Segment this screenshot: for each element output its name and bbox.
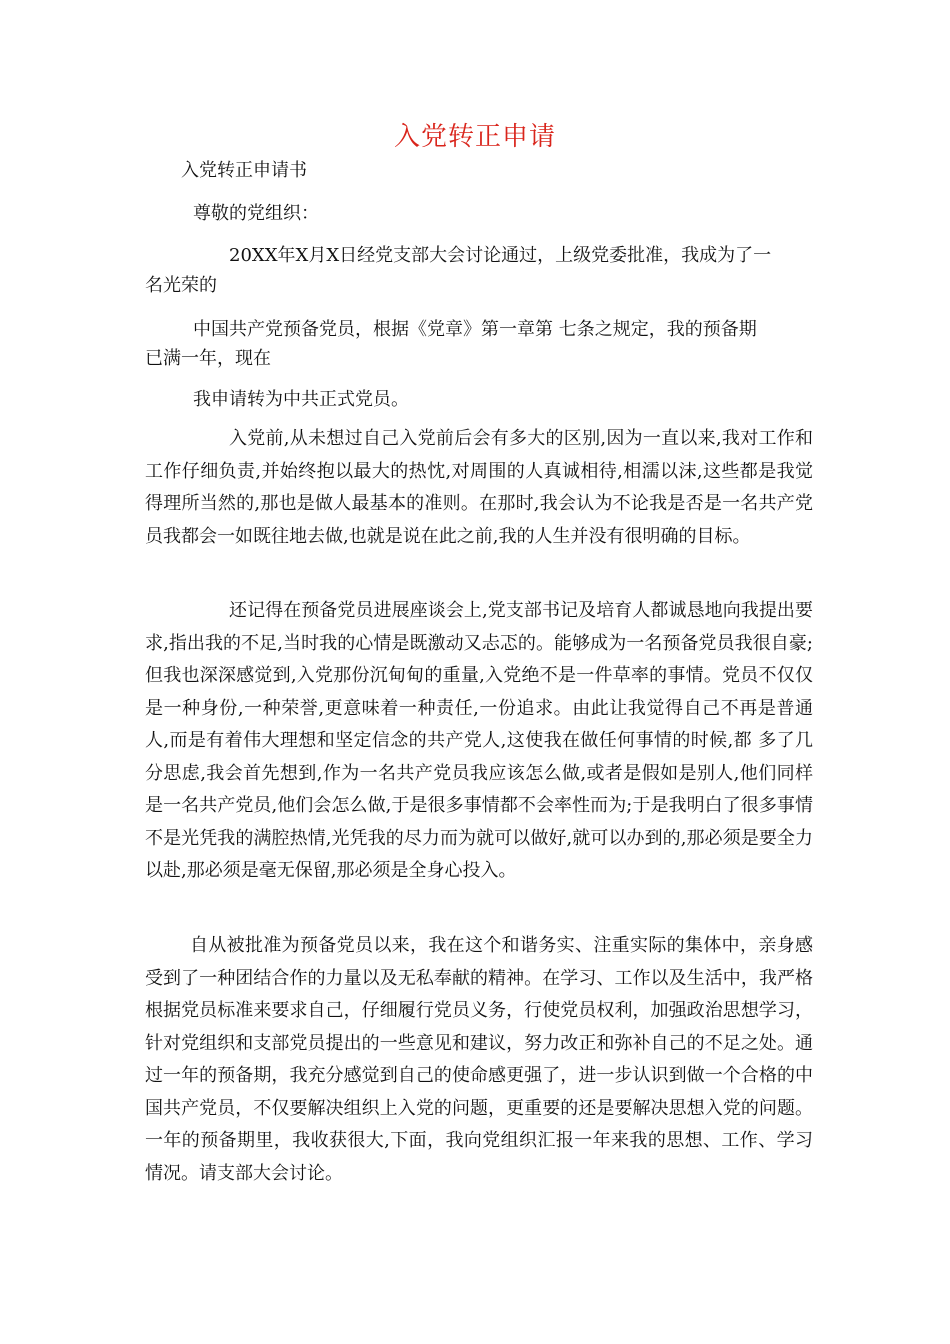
paragraph-2-line-2: 已满一年，现在	[145, 348, 271, 369]
paragraph-4: 入党前,从未想过自己入党前后会有多大的区别,因为一直以来,我对工作和工作仔细负责,并始终抱以最大的热忱,对周围的人真诚相待,相濡以沫,这些都是我觉得理所当然的,那也是做人最基本的准则。在那时,我会认为不论我是否是一名共产党员我都会一如既往地去做,也就是说在此之前,我的人生并没有很明确的目标。	[145, 428, 813, 547]
paragraph-1-line-1: 20XX年X月X日经党支部大会讨论通过，上级党委批准，我成为了一	[229, 245, 772, 266]
paragraph-3: 我申请转为中共正式党员。	[193, 389, 409, 410]
document-title: 入党转正申请	[393, 122, 556, 152]
subtitle: 入党转正申请书	[181, 160, 307, 181]
paragraph-2-line-1: 中国共产党预备党员，根据《党章》第一章第 七条之规定，我的预备期	[193, 319, 757, 340]
paragraph-6: 自从被批准为预备党员以来，我在这个和谐务实、注重实际的集体中，亲身感受到了一种团结合作的力量以及无私奉献的精神。在学习、工作以及生活中，我严格根据党员标准来要求自己，仔细履行党员义务，行使党员权利，加强政治思想学习，针对党组织和支部党员提出的一些意见和建议，努力改正和弥补自己的不足之处。通过一年的预备期，我充分感觉到自己的使命感更强了，进一步认识到做一个合格的中国共产党员，不仅要解决组织上入党的问题，更重要的还是要解决思想入党的问题。一年的预备期里，我收获很大,下面，我向党组织汇报一年来我的思想、工作、学习情况。请支部大会讨论。	[145, 935, 813, 1184]
salutation: 尊敬的党组织：	[193, 203, 319, 224]
paragraph-5: 还记得在预备党员进展座谈会上,党支部书记及培育人都诚恳地向我提出要求,指出我的不足,当时我的心情是既激动又忐忑的。能够成为一名预备党员我很自豪;但我也深深感觉到,入党那份沉甸甸的重量,入党绝不是一件草率的事情。党员不仅仅是一种身份,一种荣誉,更意味着一种责任,一份追求。由此让我觉得自己不再是普通人,而是有着伟大理想和坚定信念的共产党人,这使我在做任何事情的时候,都 多了几分思虑,我会首先想到,作为一名共产党员我应该怎么做,或者是假如是别人,他们同样是一名共产党员,他们会怎么做,于是很多事情都不会率性而为;于是我明白了很多事情不是光凭我的满腔热情,光凭我的尽力而为就可以做好,就可以办到的,那必须是要全力以赴,那必须是毫无保留,那必须是全身心投入。	[145, 600, 813, 881]
paragraph-1-line-2: 名光荣的	[145, 275, 217, 296]
